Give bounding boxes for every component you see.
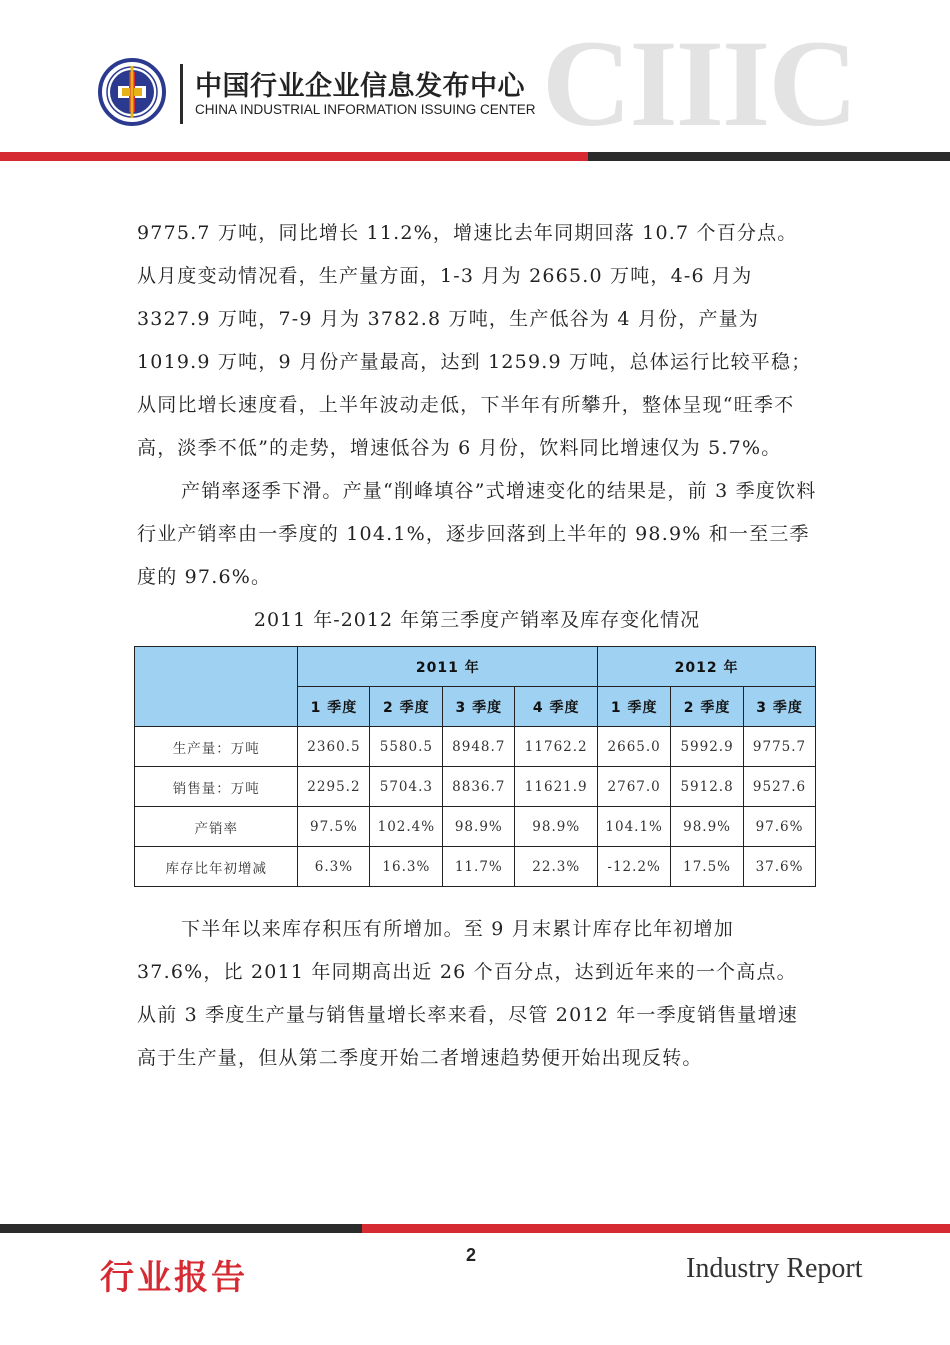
ciiic-watermark: CIIIC: [542, 15, 856, 152]
quarter-header: 1 季度: [598, 687, 671, 727]
table-cell: 17.5%: [671, 847, 744, 887]
table-cell: 98.9%: [671, 807, 744, 847]
inventory-table: [134, 646, 816, 887]
table-cell: 5704.3: [370, 767, 443, 807]
table-cell: 11621.9: [515, 767, 598, 807]
table-cell: 2665.0: [598, 727, 671, 767]
table-cell: 98.9%: [515, 807, 598, 847]
quarter-header: 3 季度: [744, 687, 816, 727]
header-bar-dark: [588, 152, 950, 161]
year-2012-header: 2012 年: [598, 647, 816, 687]
table-cell: 5580.5: [370, 727, 443, 767]
table-row: [135, 847, 816, 887]
table-cell: 6.3%: [298, 847, 370, 887]
table-header-row-years: [135, 647, 816, 687]
table-cell: 8836.7: [443, 767, 515, 807]
table-cell: 97.6%: [744, 807, 816, 847]
table-cell: 5992.9: [671, 727, 744, 767]
org-name-cn: 中国行业企业信息发布中心: [195, 71, 525, 102]
table-cell: 104.1%: [598, 807, 671, 847]
table-cell: 2767.0: [598, 767, 671, 807]
year-2011-header: 2011 年: [298, 647, 598, 687]
article-body: [137, 212, 817, 642]
paragraph-3: 下半年以来库存积压有所增加。至 9 月末累计库存比年初增加 37.6%，比 2011 年同期高出近 26 个百分点，达到近年来的一个高点。从前 3 季度生产量与销售量增长率来看，尽管 2012 年一季度销售量增速高于生产量，但从第二季度开始二者增速趋势便开始出现反转。: [137, 918, 799, 1069]
footer-title-en: Industry Report: [686, 1253, 863, 1284]
row-label: 生产量：万吨: [135, 727, 298, 767]
paragraph-2: 产销率逐季下滑。产量“削峰填谷”式增速变化的结果是，前 3 季度饮料行业产销率由一季度的 104.1%，逐步回落到上半年的 98.9% 和一至三季度的 97.6%。: [137, 480, 817, 588]
quarter-header: 4 季度: [515, 687, 598, 727]
page-number: 2: [466, 1245, 477, 1265]
table-cell: 16.3%: [370, 847, 443, 887]
quarter-header: 3 季度: [443, 687, 515, 727]
quarter-header: 2 季度: [671, 687, 744, 727]
table-cell: 9527.6: [744, 767, 816, 807]
footer-title-cn: 行业报告: [100, 1258, 248, 1298]
quarter-header: 1 季度: [298, 687, 370, 727]
table-cell: 8948.7: [443, 727, 515, 767]
table-cell: 2360.5: [298, 727, 370, 767]
page-header: [0, 0, 950, 165]
table-row: [135, 767, 816, 807]
table-cell: 11762.2: [515, 727, 598, 767]
table-row: [135, 807, 816, 847]
article-body-continued: [137, 908, 817, 1080]
ciiic-logo-icon: [98, 58, 166, 126]
quarter-header: 2 季度: [370, 687, 443, 727]
table-row: [135, 727, 816, 767]
row-label: 产销率: [135, 807, 298, 847]
row-label: 销售量：万吨: [135, 767, 298, 807]
table-cell: 102.4%: [370, 807, 443, 847]
table-cell: 98.9%: [443, 807, 515, 847]
header-bar-red: [0, 152, 588, 161]
header-divider: [180, 64, 183, 124]
table-cell: 9775.7: [744, 727, 816, 767]
table-cell: 11.7%: [443, 847, 515, 887]
footer-bar-dark: [0, 1224, 362, 1233]
footer-bar-red: [362, 1224, 950, 1233]
table-caption: 2011 年-2012 年第三季度产销率及库存变化情况: [253, 609, 701, 631]
table-cell: 2295.2: [298, 767, 370, 807]
table-cell: -12.2%: [598, 847, 671, 887]
table-cell: 37.6%: [744, 847, 816, 887]
table-cell: 5912.8: [671, 767, 744, 807]
table-cell: 97.5%: [298, 807, 370, 847]
table-cell: 22.3%: [515, 847, 598, 887]
table-corner-cell: [135, 647, 298, 727]
org-name-en: CHINA INDUSTRIAL INFORMATION ISSUING CENTER: [195, 102, 536, 117]
row-label: 库存比年初增减: [135, 847, 298, 887]
paragraph-1: 9775.7 万吨，同比增长 11.2%，增速比去年同期回落 10.7 个百分点。从月度变动情况看，生产量方面，1-3 月为 2665.0 万吨，4-6 月为 3327.9 万吨，7-9 月为 3782.8 万吨，生产低谷为 4 月份，产量为 1019.9 万吨，9 月份产量最高，达到 1259.9 万吨，总体运行比较平稳；从同比增长速度看，上半年波动走低，下半年有所攀升，整体呈现“旺季不高，淡季不低”的走势，增速低谷为 6 月份，饮料同比增速仅为 5.7%。: [137, 222, 812, 459]
